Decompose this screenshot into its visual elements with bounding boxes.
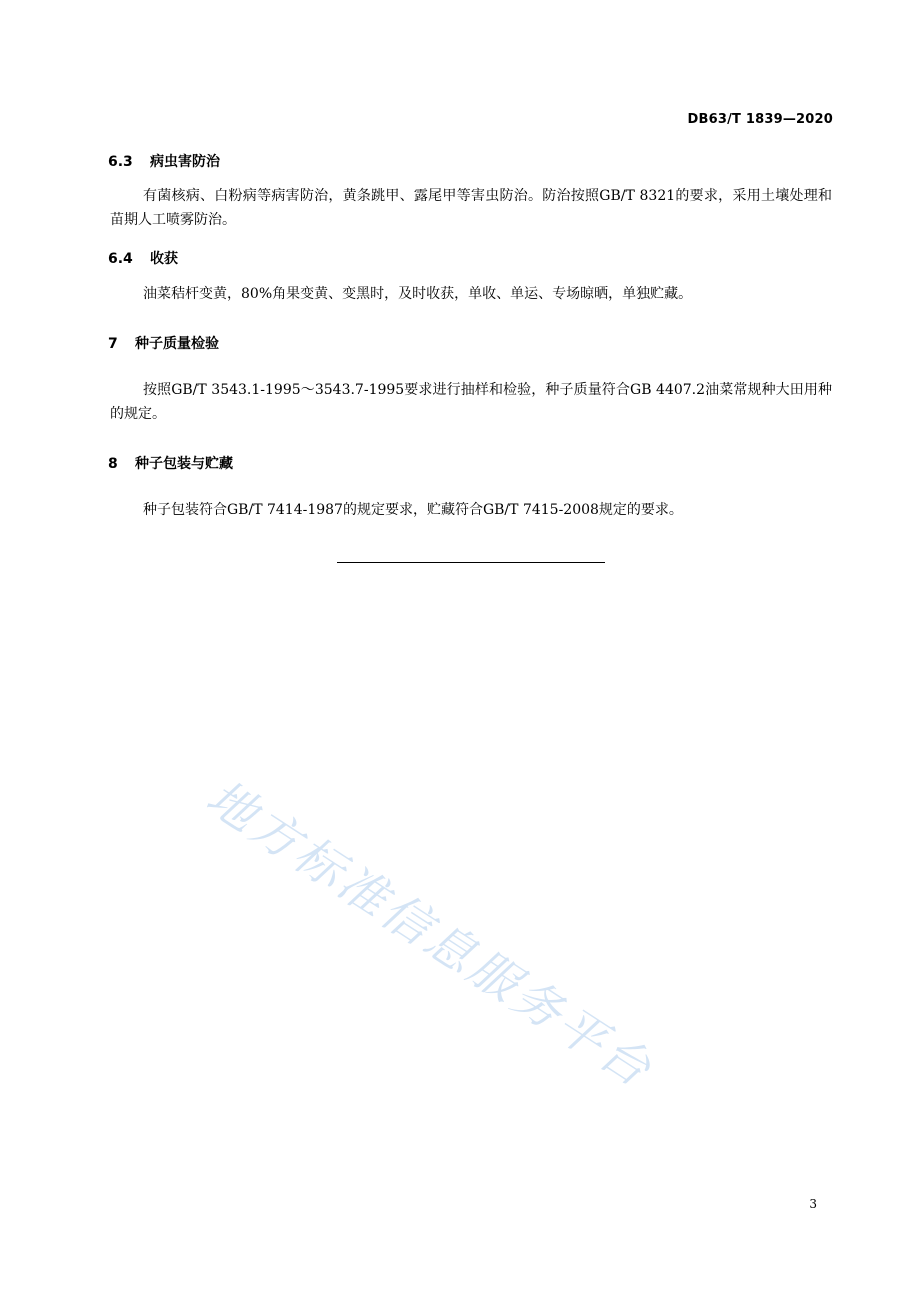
document-code: DB63/T 1839—2020 (687, 112, 833, 127)
section-heading-6-4 (108, 248, 178, 268)
section-body-6-3: 有菌核病、白粉病等病害防治，黄条跳甲、露尾甲等害虫防治。防治按照GB/T 8321的要求，采用土壤处理和苗期人工喷雾防治。 (110, 188, 832, 228)
section-title: 收获 (150, 251, 178, 267)
section-title: 种子包装与贮藏 (135, 456, 233, 472)
section-heading-6-3 (108, 151, 220, 171)
section-number: 8 (108, 456, 118, 472)
section-number: 6.4 (108, 251, 133, 267)
watermark: 地方标准信息服务平台 (196, 769, 664, 1100)
page-number: 3 (809, 1197, 817, 1211)
section-heading-8 (108, 453, 233, 473)
end-of-document-rule (337, 562, 605, 563)
section-number: 6.3 (108, 154, 133, 170)
section-body-6-4: 油菜秸杆变黄，80%角果变黄、变黑时，及时收获，单收、单运、专场晾晒，单独贮藏。 (143, 286, 693, 302)
section-body-8: 种子包装符合GB/T 7414-1987的规定要求，贮藏符合GB/T 7415-2008规定的要求。 (143, 502, 683, 518)
section-number: 7 (108, 336, 118, 352)
section-body-7: 按照GB/T 3543.1-1995～3543.7-1995要求进行抽样和检验，种子质量符合GB 4407.2油菜常规种大田用种的规定。 (110, 382, 832, 422)
section-heading-7 (108, 333, 219, 353)
section-title: 种子质量检验 (135, 336, 219, 352)
section-title: 病虫害防治 (150, 154, 220, 170)
